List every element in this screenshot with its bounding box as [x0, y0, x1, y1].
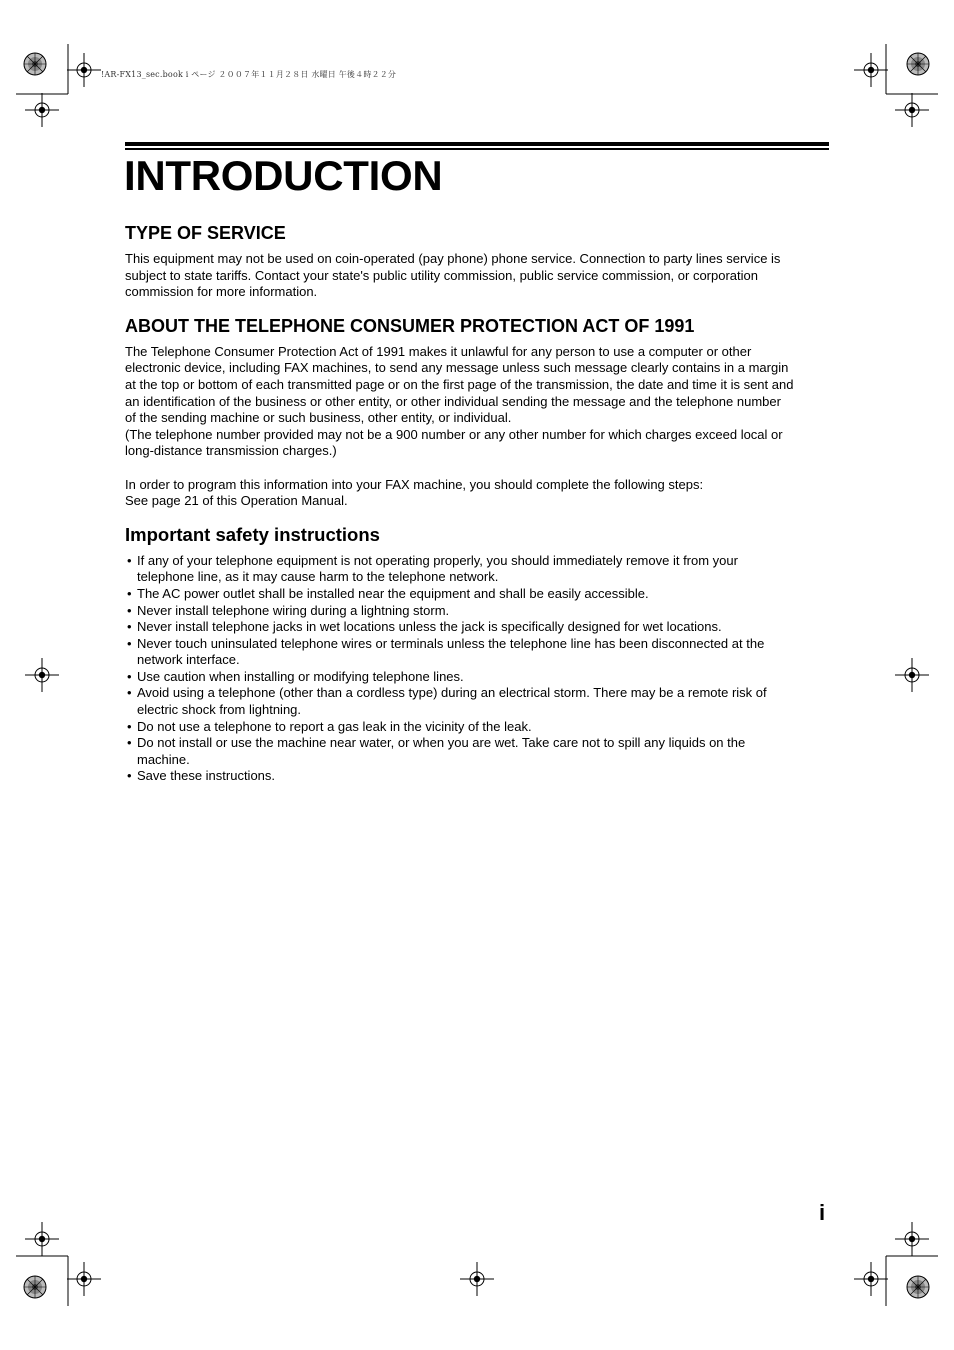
color-target-icon [24, 1276, 46, 1298]
paragraph-line: This equipment may not be used on coin-operated (pay phone) phone service. Connection to party lines service is [125, 251, 781, 266]
list-item: • Avoid using a telephone (other than a cordless type) during an electrical storm. There may be a remote risk of electric shock from lightning. [127, 685, 767, 718]
list-item: • Never install telephone jacks in wet locations unless the jack is specifically designed for wet locations. [127, 619, 722, 635]
bullet-icon: • [127, 768, 132, 784]
registration-mark-icon [895, 1222, 929, 1256]
bullet-icon: • [127, 552, 132, 568]
list-item: • Do not install or use the machine near water, or when you are wet. Take care not to spill any liquids on the machine. [127, 735, 746, 767]
paragraph-line: subject to state tariffs. Contact your state's public utility commission, public service commission, or corporation [125, 267, 758, 283]
paragraph-line: at the top or bottom of each transmitted page or on the first page of the transmission, the date and time it is sent and [125, 376, 794, 392]
print-slug-header: !AR-FX13_sec.book i ページ ２００７年１１月２８日 水曜日 午後４時２２分 [101, 70, 397, 79]
color-target-icon [907, 53, 929, 75]
bullet-icon: • [127, 635, 132, 651]
paragraph-line: electronic device, including FAX machines, to send any message unless such message clearly contains in a margin [125, 360, 789, 376]
section-tcpa [125, 314, 829, 510]
registration-mark-icon [67, 1262, 101, 1296]
main-content [125, 221, 829, 785]
list-item: • If any of your telephone equipment is not operating properly, you should immediately remove it from your telephone line, as it may cause harm to the telephone network. [127, 552, 738, 585]
section-type-of-service [125, 221, 829, 301]
registration-mark-icon [895, 658, 929, 692]
bullet-icon: • [127, 735, 132, 751]
section-heading: ABOUT THE TELEPHONE CONSUMER PROTECTION ACT OF 1991 [125, 315, 695, 336]
color-target-icon [907, 1276, 929, 1298]
bullet-icon: • [127, 619, 132, 635]
list-item: • The AC power outlet shall be installed near the equipment and shall be easily accessible. [127, 585, 649, 601]
paragraph-line: commission for more information. [125, 284, 318, 300]
paragraph-line: of the sending machine or such business, other entity, or individual. [125, 410, 512, 426]
list-item: • Use caution when installing or modifying telephone lines. [127, 668, 464, 684]
color-target-icon [24, 53, 46, 75]
paragraph-line: an identification of the business or other entity, or other individual sending the message and the telephone number [125, 393, 781, 409]
registration-mark-icon [460, 1262, 494, 1296]
section-heading: TYPE OF SERVICE [125, 223, 286, 243]
page-title: INTRODUCTION [124, 152, 443, 199]
registration-mark-icon [25, 1222, 59, 1256]
registration-mark-icon [854, 53, 888, 87]
section-safety [125, 523, 829, 785]
bullet-icon: • [127, 668, 132, 684]
registration-mark-icon [895, 93, 929, 127]
list-item: • Never install telephone wiring during a lightning storm. [127, 602, 450, 618]
bullet-icon: • [127, 685, 132, 701]
list-item: • Never touch uninsulated telephone wires or terminals unless the telephone line has been disconnected at the network interface. [127, 635, 765, 668]
registration-mark-icon [854, 1262, 888, 1296]
registration-mark-icon [25, 93, 59, 127]
safety-list [125, 553, 829, 785]
page-number: i [819, 1200, 826, 1225]
title-rule-thick [125, 142, 829, 146]
paragraph-line: In order to program this information into your FAX machine, you should complete the following steps: [125, 476, 704, 492]
bullet-icon: • [127, 718, 132, 734]
paragraph-line: The Telephone Consumer Protection Act of 1991 makes it unlawful for any person to use a computer or other [125, 343, 752, 359]
paragraph-line: See page 21 of this Operation Manual. [125, 493, 348, 509]
list-item: • Do not use a telephone to report a gas leak in the vicinity of the leak. [127, 718, 532, 734]
paragraph-line: (The telephone number provided may not be a 900 number or any other number for which charges exceed local or [125, 426, 783, 442]
paragraph-line: long-distance transmission charges.) [125, 443, 337, 459]
registration-mark-icon [25, 658, 59, 692]
registration-mark-icon [67, 53, 101, 87]
bullet-icon: • [127, 602, 132, 618]
bullet-icon: • [127, 585, 132, 601]
list-item: • Save these instructions. [127, 768, 276, 784]
section-heading: Important safety instructions [125, 523, 380, 545]
